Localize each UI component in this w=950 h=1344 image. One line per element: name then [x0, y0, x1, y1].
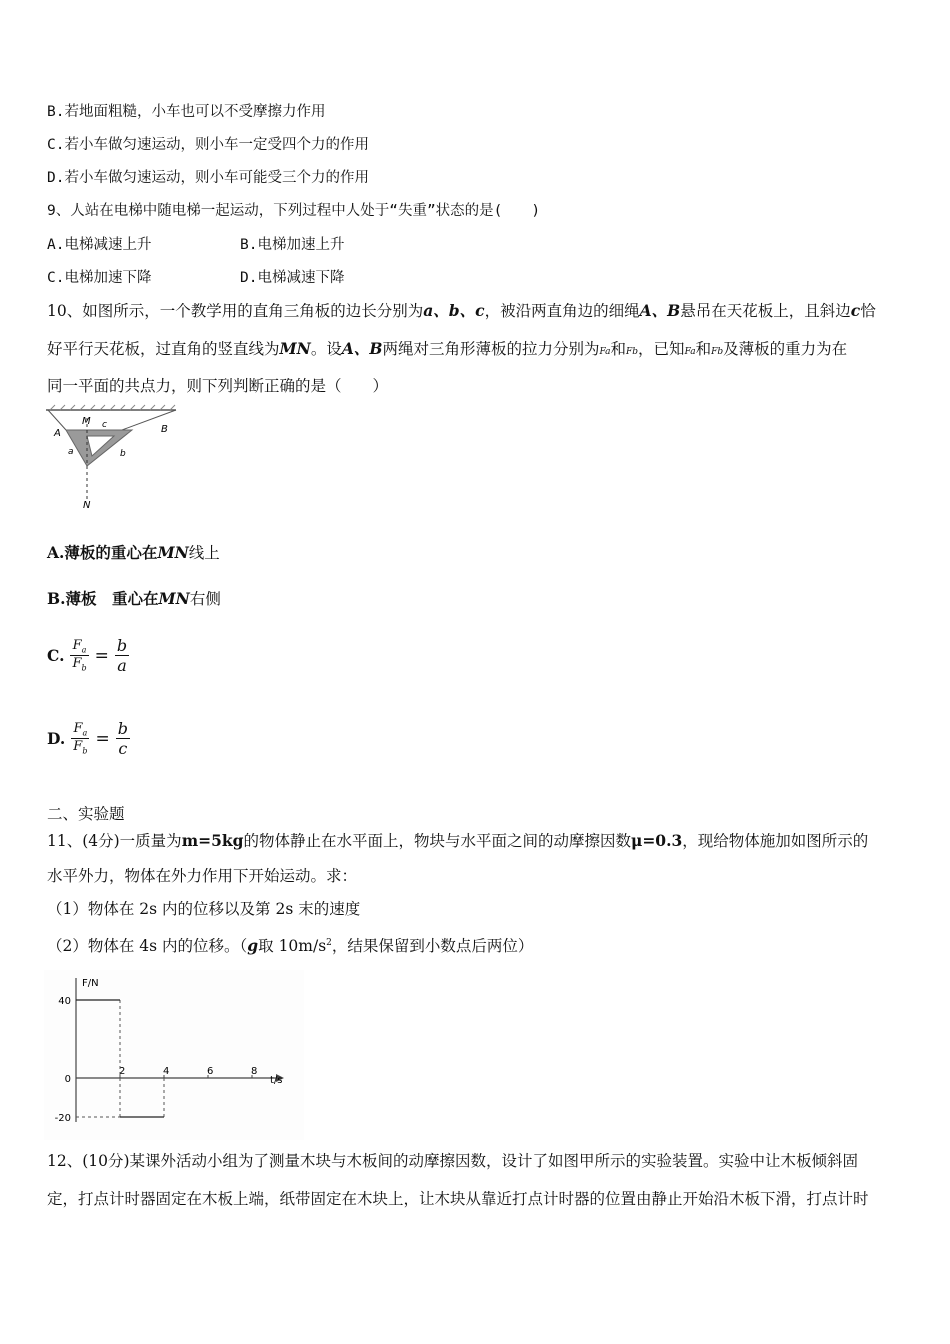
label-a-side: a — [68, 447, 74, 457]
q11-text: 11、(4分)一质量为 — [47, 832, 182, 850]
q9-stem: 9、人站在电梯中随电梯一起运动，下列过程中人处于“失重”状态的是( ) — [47, 203, 541, 219]
x-axis-label: t/s — [270, 1075, 283, 1086]
option-text: 线上 — [188, 544, 220, 562]
option-text: 右侧 — [189, 590, 221, 608]
frac-num: b — [116, 636, 128, 655]
q11-mu: μ=0.3 — [630, 831, 683, 850]
frac-f: F — [73, 739, 83, 754]
label-b-point: B — [161, 424, 168, 435]
q11-sup: 2 — [326, 938, 332, 948]
fraction-b-a — [115, 636, 129, 675]
q11-mass: m=5kg — [181, 831, 244, 850]
q10-text: 及薄板的重力为在 — [723, 340, 848, 358]
fraction-b-c — [116, 719, 130, 758]
frac-den: c — [118, 739, 128, 758]
q8-option-c: C.若小车做匀速运动，则小车一定受四个力的作用 — [47, 137, 369, 153]
equals-sign: = — [94, 645, 109, 666]
q10-line2 — [47, 338, 847, 363]
y-tick-label: -20 — [54, 1113, 71, 1124]
frac-f: F — [72, 656, 82, 671]
q10-fb: Fb — [711, 347, 724, 357]
q9-option-c: C.电梯加速下降 — [47, 270, 152, 286]
rope-b — [122, 410, 176, 430]
q10-option-c — [47, 636, 129, 675]
q10-fa: Fa — [684, 347, 696, 357]
q10-fb: Fb — [626, 347, 639, 357]
option-mn: MN — [157, 543, 189, 562]
option-text: B.薄板 重心在 — [47, 589, 159, 608]
q10-ab: A、B — [639, 301, 681, 320]
q10-option-d — [47, 719, 130, 758]
fraction-fa-fb — [70, 638, 88, 672]
q9-option-a: A.电梯减速上升 — [47, 237, 152, 253]
q12-line2: 定，打点计时器固定在木板上端，纸带固定在木块上，让木块从靠近打点计时器的位置由静止开始沿木板下滑，打点计时 — [47, 1190, 869, 1208]
q11-sub1: （1）物体在 2s 内的位移以及第 2s 末的速度 — [47, 900, 361, 918]
q11-text: （2）物体在 4s 内的位移。（ — [47, 937, 248, 956]
option-mn: MN — [158, 589, 190, 608]
label-b-side: b — [120, 449, 126, 459]
q9-option-b: B.电梯加速上升 — [240, 237, 345, 253]
q9-option-d: D.电梯减速下降 — [240, 270, 345, 286]
fraction-fa-fb — [71, 721, 89, 755]
q9-options-row1 — [47, 234, 647, 256]
q10-text: 10、如图所示，一个教学用的直角三角板的边长分别为 — [47, 302, 424, 320]
q11-line1 — [47, 830, 868, 852]
triangle-board-figure — [44, 404, 184, 514]
frac-f: F — [73, 721, 83, 737]
q10-line1 — [47, 300, 876, 322]
y-axis-label: F/N — [82, 978, 99, 989]
q10-ab: A、B — [341, 339, 383, 358]
q10-option-a — [47, 542, 220, 564]
x-tick-label: 8 — [251, 1066, 258, 1077]
q11-text: ，现给物体施加如图所示的 — [682, 832, 869, 850]
x-tick-label: 2 — [119, 1066, 126, 1077]
label-a-point: A — [54, 428, 61, 439]
q10-he: 和 — [695, 340, 712, 358]
q10-mn: MN — [279, 339, 311, 358]
frac-den: a — [117, 656, 127, 675]
q10-option-b — [47, 588, 221, 610]
equals-sign: = — [95, 728, 110, 749]
q10-text: 好平行天花板，过直角的竖直线为 — [47, 340, 280, 358]
section-heading: 二、实验题 — [47, 805, 125, 823]
q10-text: ，已知 — [638, 340, 685, 358]
y-tick-label: 40 — [58, 996, 71, 1007]
q10-text: 。设 — [310, 340, 342, 358]
frac-sub: a — [81, 646, 87, 655]
q8-option-b: B.若地面粗糙，小车也可以不受摩擦力作用 — [47, 104, 326, 120]
option-text: A.薄板的重心在 — [47, 543, 158, 562]
q10-vars: a、b、c — [423, 301, 485, 320]
q10-he: 和 — [610, 340, 627, 358]
frac-sub: b — [81, 663, 87, 673]
q8-option-d: D.若小车做匀速运动，则小车可能受三个力的作用 — [47, 170, 369, 186]
q10-text: 悬吊在天花板上，且斜边 — [680, 302, 851, 320]
y-tick-label: 0 — [64, 1074, 71, 1085]
q11-text: 取 10m/s — [258, 937, 327, 956]
x-tick-label: 6 — [207, 1066, 214, 1077]
x-tick-label: 4 — [163, 1066, 170, 1077]
q11-g: g — [247, 936, 259, 956]
q10-fa: Fa — [599, 347, 611, 357]
q11-sub2 — [47, 932, 533, 957]
q12-line1: 12、(10分)某课外活动小组为了测量木块与木板间的动摩擦因数，设计了如图甲所示的实验装置。实验中让木板倾斜固 — [47, 1152, 859, 1170]
option-label: D. — [47, 729, 66, 748]
q10-text: 恰 — [860, 302, 876, 320]
q10-line3: 同一平面的共点力，则下列判断正确的是（ ） — [47, 377, 389, 395]
option-label: C. — [47, 646, 65, 665]
frac-sub: a — [82, 729, 88, 738]
force-time-chart — [44, 970, 304, 1140]
q10-text: 两绳对三角形薄板的拉力分别为 — [382, 340, 600, 358]
q11-text: ，结果保留到小数点后两位） — [331, 937, 534, 956]
frac-f: F — [72, 638, 82, 654]
q10-text: ，被沿两直角边的细绳 — [484, 302, 640, 320]
frac-sub: b — [82, 746, 88, 756]
chart-background — [44, 970, 304, 1140]
q9-options-row2 — [47, 267, 647, 289]
label-n: N — [83, 500, 91, 511]
label-c-side: c — [102, 420, 107, 430]
q11-text: 的物体静止在水平面上，物块与水平面之间的动摩擦因数 — [243, 832, 631, 850]
frac-num: b — [117, 719, 128, 738]
label-m: M — [82, 416, 91, 427]
q10-c: c — [850, 301, 861, 320]
rope-a — [48, 410, 66, 430]
q11-line2: 水平外力，物体在外力作用下开始运动。求： — [47, 867, 358, 885]
